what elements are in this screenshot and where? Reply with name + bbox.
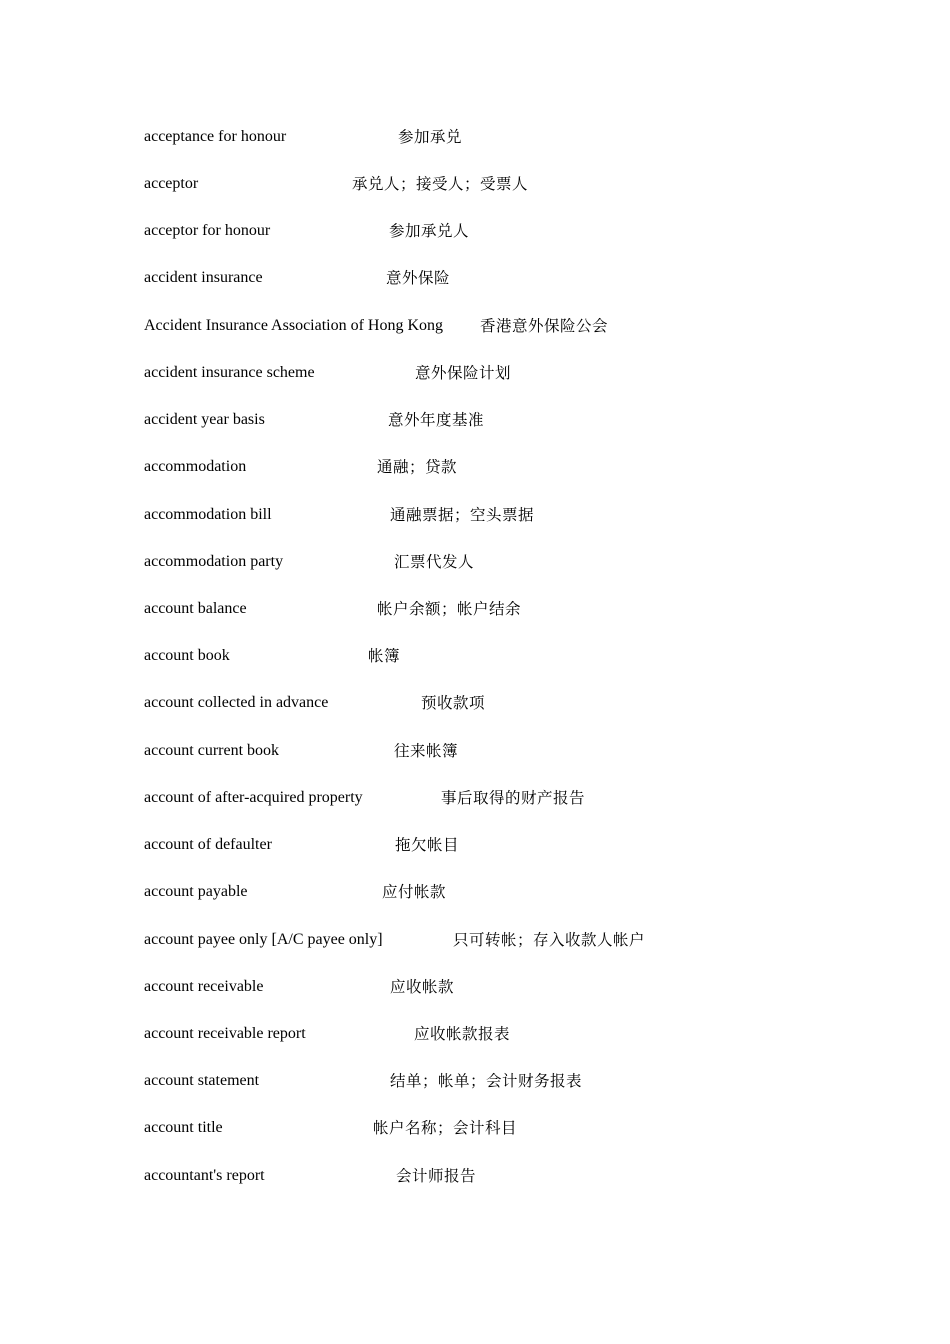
entry-term: acceptor xyxy=(144,175,199,192)
entry-term: account balance xyxy=(144,600,247,617)
entry-term: account current book xyxy=(144,742,280,759)
entry-term: account collected in advance xyxy=(144,694,329,711)
entry-term: accident insurance scheme xyxy=(144,364,315,381)
entry-definition: 结单；帐单；会计财务报表 xyxy=(390,1072,583,1090)
entry-term: Accident Insurance Association of Hong Kong xyxy=(144,317,444,334)
entry-definition: 通融；贷款 xyxy=(377,458,458,476)
entry-definition: 帐簿 xyxy=(368,647,401,665)
entry-term: account of defaulter xyxy=(144,836,272,853)
entry-term: accommodation xyxy=(144,458,247,475)
entry-definition: 会计师报告 xyxy=(396,1167,477,1185)
entry-definition: 预收款项 xyxy=(421,694,486,712)
entry-term: accident year basis xyxy=(144,411,265,428)
entry-term: account payee only [A/C payee only] xyxy=(144,931,383,948)
entry-term: account receivable xyxy=(144,978,264,995)
entry-definition: 香港意外保险公会 xyxy=(480,317,609,335)
entry-definition: 事后取得的财产报告 xyxy=(441,789,586,807)
entry-definition: 只可转帐；存入收款人帐户 xyxy=(453,931,646,949)
entry-term: acceptance for honour xyxy=(144,128,287,145)
entry-term: account receivable report xyxy=(144,1025,306,1042)
entry-term: acceptor for honour xyxy=(144,222,271,239)
entry-definition: 参加承兑人 xyxy=(389,222,470,240)
entry-term: accident insurance xyxy=(144,269,263,286)
entry-definition: 应付帐款 xyxy=(382,883,447,901)
entry-definition: 拖欠帐目 xyxy=(395,836,460,854)
entry-term: account statement xyxy=(144,1072,260,1089)
entry-term: account book xyxy=(144,647,230,664)
entry-term: accountant's report xyxy=(144,1167,265,1184)
entry-definition: 应收帐款 xyxy=(390,978,455,996)
entry-definition: 帐户余额；帐户结余 xyxy=(377,600,522,618)
entry-term: accommodation party xyxy=(144,553,284,570)
entry-definition: 承兑人；接受人；受票人 xyxy=(352,175,529,193)
entry-definition: 应收帐款报表 xyxy=(414,1025,511,1043)
entry-definition: 通融票据；空头票据 xyxy=(390,506,535,524)
entry-term: account payable xyxy=(144,883,248,900)
entry-definition: 意外年度基准 xyxy=(388,411,485,429)
entry-term: account title xyxy=(144,1119,223,1136)
entry-definition: 往来帐簿 xyxy=(394,742,459,760)
entry-term: account of after-acquired property xyxy=(144,789,363,806)
entry-term: accommodation bill xyxy=(144,506,272,523)
entry-definition: 汇票代发人 xyxy=(394,553,475,571)
entry-definition: 意外保险计划 xyxy=(415,364,512,382)
entry-definition: 帐户名称；会计科目 xyxy=(373,1119,518,1137)
entry-definition: 参加承兑 xyxy=(398,128,463,146)
entry-definition: 意外保险 xyxy=(386,269,451,287)
